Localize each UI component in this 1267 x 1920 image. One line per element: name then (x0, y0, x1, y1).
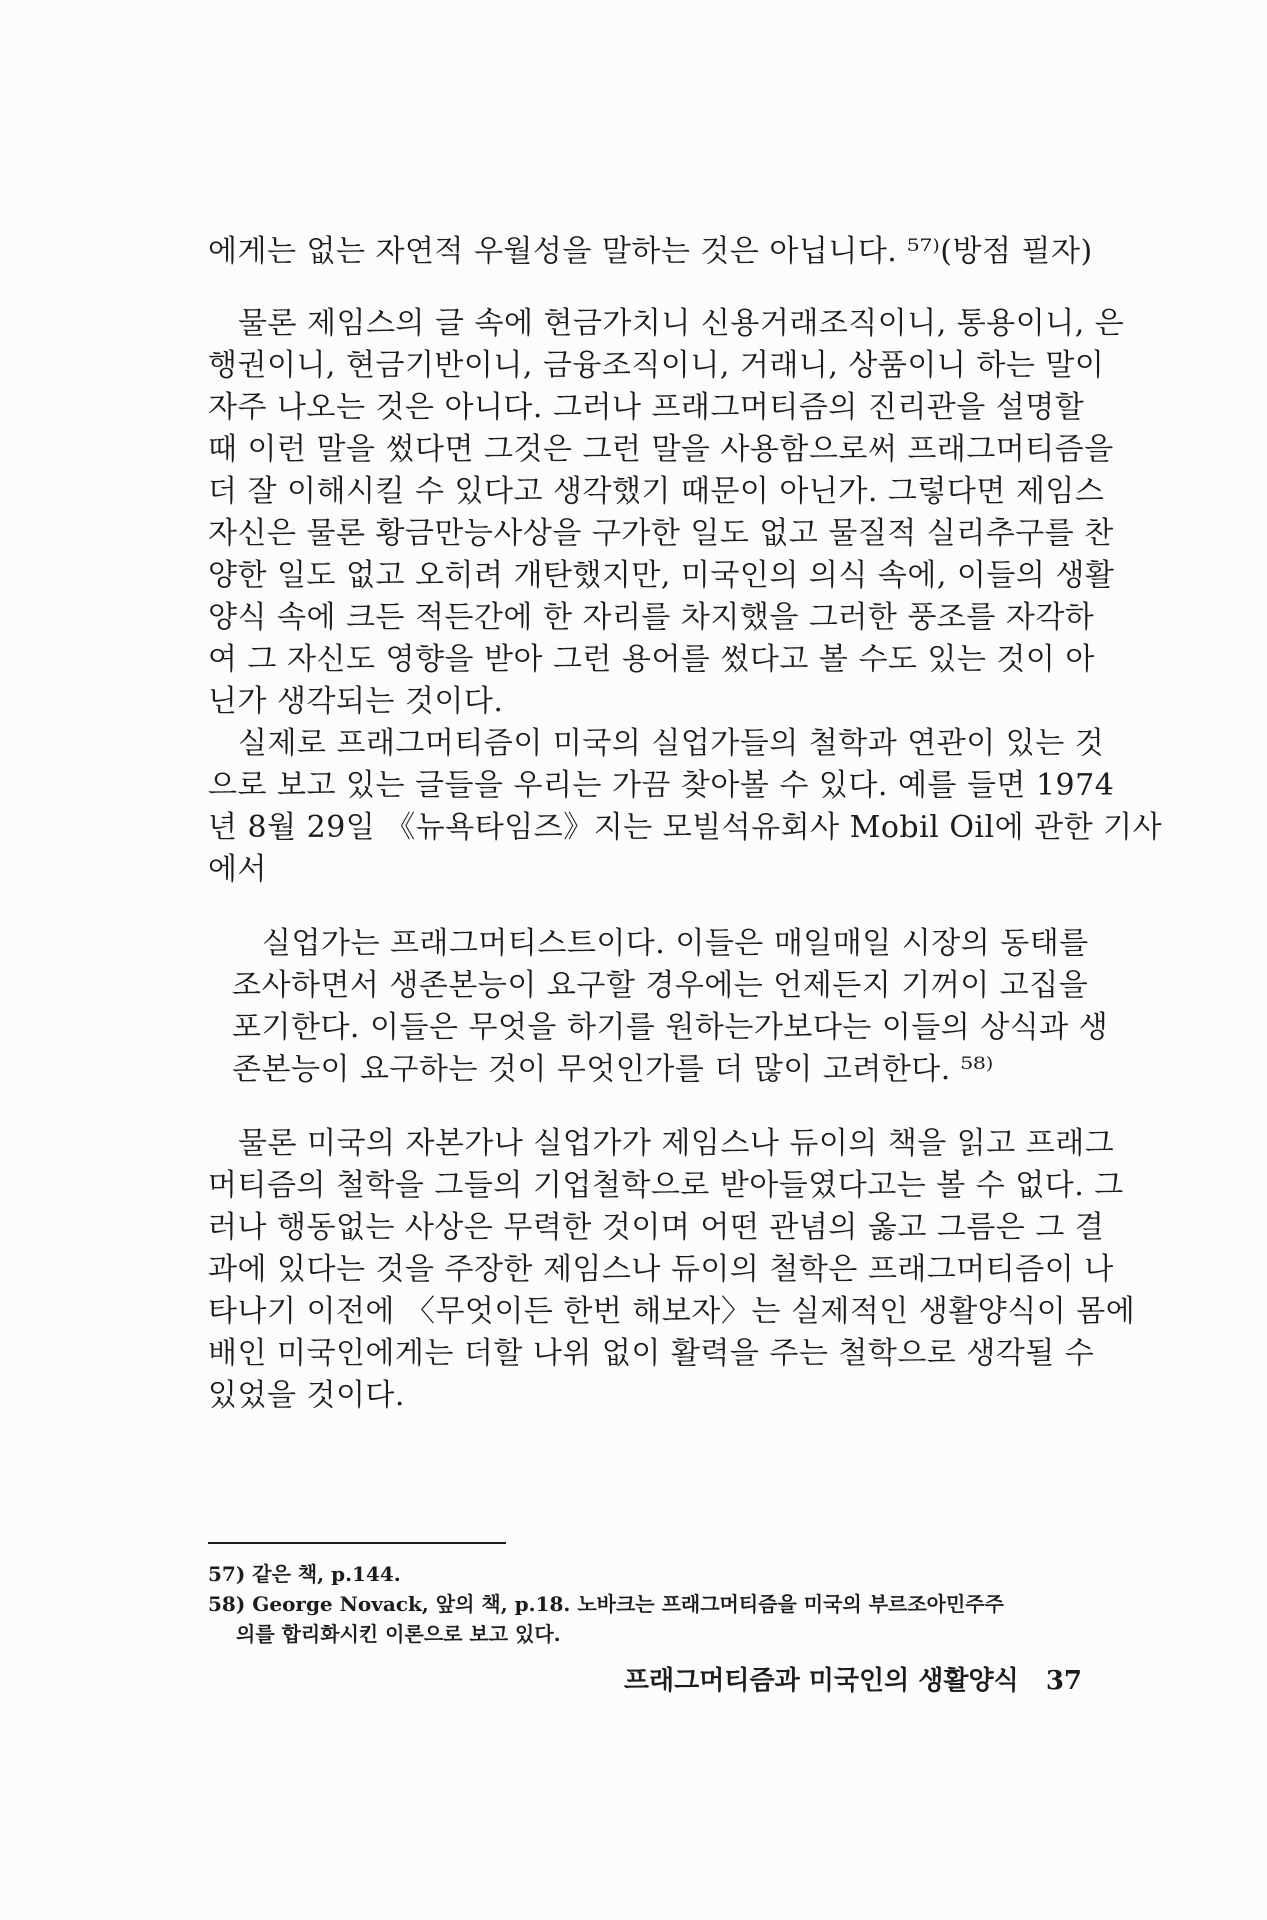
body-line: 닌가 생각되는 것이다. (208, 684, 504, 719)
body-line: 있었을 것이다. (208, 1378, 405, 1413)
quote-line: 존본능이 요구하는 것이 무엇인가를 더 많이 고려한다. ⁵⁸⁾ (232, 1052, 994, 1087)
body-line: 머티즘의 철학을 그들의 기업철학으로 받아들였다고는 볼 수 없다. 그 (208, 1168, 1124, 1203)
footnote-58: 58) George Novack, 앞의 책, p.18. 노바크는 프래그머티즘을 미국의 부르조아민주주 (208, 1592, 1004, 1616)
body-line: 여 그 자신도 영향을 받아 그런 용어를 썼다고 볼 수도 있는 것이 아 (208, 642, 1095, 677)
quote-line: 실업가는 프래그머티스트이다. 이들은 매일매일 시장의 동태를 (262, 926, 1089, 961)
body-line: 에게는 없는 자연적 우월성을 말하는 것은 아닙니다. ⁵⁷⁾(방점 필자) (208, 234, 1093, 269)
body-line: 실제로 프래그머티즘이 미국의 실업가들의 철학과 연관이 있는 것 (238, 726, 1105, 761)
body-line: 양식 속에 크든 적든간에 한 자리를 차지했을 그러한 풍조를 자각하 (208, 600, 1095, 635)
footnote-57: 57) 같은 책, p.144. (208, 1562, 401, 1586)
body-line: 타나기 이전에 〈무엇이든 한번 해보자〉는 실제적인 생활양식이 몸에 (208, 1294, 1136, 1329)
body-line: 양한 일도 없고 오히려 개탄했지만, 미국인의 의식 속에, 이들의 생활 (208, 558, 1115, 593)
body-line: 자신은 물론 황금만능사상을 구가한 일도 없고 물질적 실리추구를 찬 (208, 516, 1114, 551)
chapter-title: 프래그머티즘과 미국인의 생활양식 (623, 1666, 1019, 1696)
body-line: 러나 행동없는 사상은 무력한 것이며 어떤 관념의 옳고 그름은 그 결 (208, 1210, 1105, 1245)
quote-line: 조사하면서 생존본능이 요구할 경우에는 언제든지 기꺼이 고집을 (232, 968, 1089, 1003)
footnote-58-continued: 의를 합리화시킨 이론으로 보고 있다. (236, 1622, 561, 1646)
running-footer (624, 1660, 1082, 1697)
body-line: 과에 있다는 것을 주장한 제임스나 듀이의 철학은 프래그머티즘이 나 (208, 1252, 1114, 1287)
body-line: 행권이니, 현금기반이니, 금융조직이니, 거래니, 상품이니 하는 말이 (208, 348, 1105, 383)
body-line: 더 잘 이해시킬 수 있다고 생각했기 때문이 아닌가. 그렇다면 제임스 (208, 474, 1105, 509)
body-line: 으로 보고 있는 글들을 우리는 가끔 찾아볼 수 있다. 예를 들면 1974 (208, 768, 1115, 803)
body-line: 년 8월 29일 《뉴욕타임즈》지는 모빌석유회사 Mobil Oil에 관한 기사 (208, 810, 1163, 845)
body-line: 배인 미국인에게는 더할 나위 없이 활력을 주는 철학으로 생각될 수 (208, 1336, 1095, 1371)
quote-line: 포기한다. 이들은 무엇을 하기를 원하는가보다는 이들의 상식과 생 (232, 1010, 1109, 1045)
body-line: 물론 제임스의 글 속에 현금가치니 신용거래조직이니, 통용이니, 은 (238, 306, 1125, 341)
body-line: 자주 나오는 것은 아니다. 그러나 프래그머티즘의 진리관을 설명할 (208, 390, 1085, 425)
body-line: 에서 (208, 852, 267, 887)
body-line: 때 이런 말을 썼다면 그것은 그런 말을 사용함으로써 프래그머티즘을 (208, 432, 1114, 467)
page-number: 37 (1045, 1666, 1082, 1696)
body-line: 물론 미국의 자본가나 실업가가 제임스나 듀이의 책을 읽고 프래그 (238, 1126, 1115, 1161)
footnote-rule (208, 1542, 506, 1544)
